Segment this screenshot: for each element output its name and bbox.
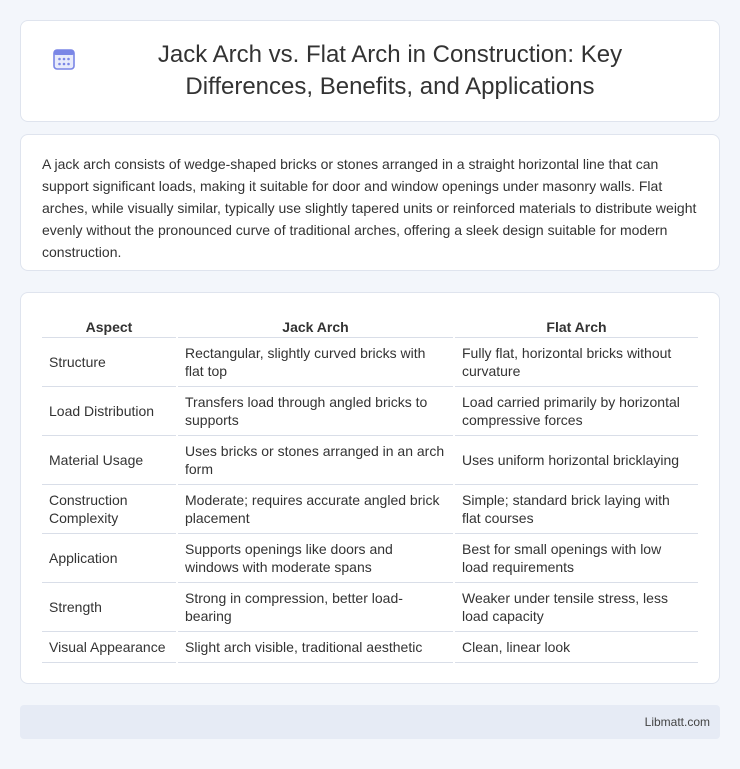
- comparison-table: [42, 314, 698, 663]
- flat-arch-cell: Fully flat, horizontal bricks without curvature: [454, 337, 698, 386]
- flat-arch-cell: Best for small openings with low load requirements: [454, 533, 698, 582]
- table-row: [42, 435, 698, 484]
- table-header-row: [42, 314, 698, 337]
- aspect-cell: Construction Complexity: [42, 484, 177, 533]
- flat-arch-cell: Load carried primarily by horizontal compressive forces: [454, 386, 698, 435]
- aspect-cell: Structure: [42, 337, 177, 386]
- jack-arch-cell: Moderate; requires accurate angled brick placement: [177, 484, 454, 533]
- aspect-cell: Load Distribution: [42, 386, 177, 435]
- table-row: [42, 386, 698, 435]
- table-row: [42, 582, 698, 631]
- header-jack-arch: Jack Arch: [177, 314, 454, 337]
- jack-arch-cell: Rectangular, slightly curved bricks with flat top: [177, 337, 454, 386]
- jack-arch-cell: Supports openings like doors and windows with moderate spans: [177, 533, 454, 582]
- table-row: [42, 533, 698, 582]
- table-row: [42, 337, 698, 386]
- header-aspect: Aspect: [85, 319, 133, 336]
- footer-bar: [20, 705, 720, 739]
- footer-brand-link[interactable]: Libmatt.com: [644, 715, 710, 729]
- intro-card: [20, 134, 720, 271]
- title-card: [20, 20, 720, 122]
- page-title: Jack Arch vs. Flat Arch in Construction: Key Differences, Benefits, and Applications: [157, 41, 623, 100]
- intro-paragraph: A jack arch consists of wedge-shaped bricks or stones arranged in a straight horizontal line that can support significant loads, making it suitable for door and window openings under masonry walls. Flat arches, while visually similar, typically use slightly tapered units or reinforced materials to distribute weight evenly without the pronounced curve of traditional arches, offering a sleek design suitable for modern construction.: [42, 156, 697, 260]
- jack-arch-cell: Uses bricks or stones arranged in an arch form: [177, 435, 454, 484]
- aspect-cell: Strength: [42, 582, 177, 631]
- comparison-card: [20, 292, 720, 684]
- table-row: [42, 631, 698, 662]
- flat-arch-cell: Simple; standard brick laying with flat courses: [454, 484, 698, 533]
- flat-arch-cell: Uses uniform horizontal bricklaying: [454, 435, 698, 484]
- flat-arch-cell: Weaker under tensile stress, less load capacity: [454, 582, 698, 631]
- jack-arch-cell: Strong in compression, better load-bearing: [177, 582, 454, 631]
- jack-arch-cell: Slight arch visible, traditional aesthetic: [177, 631, 454, 662]
- aspect-cell: Visual Appearance: [42, 631, 177, 662]
- header-flat-arch: Flat Arch: [454, 314, 698, 337]
- jack-arch-cell: Transfers load through angled bricks to supports: [177, 386, 454, 435]
- aspect-cell: Material Usage: [42, 435, 177, 484]
- aspect-cell: Application: [42, 533, 177, 582]
- flat-arch-cell: Clean, linear look: [454, 631, 698, 662]
- table-row: [42, 484, 698, 533]
